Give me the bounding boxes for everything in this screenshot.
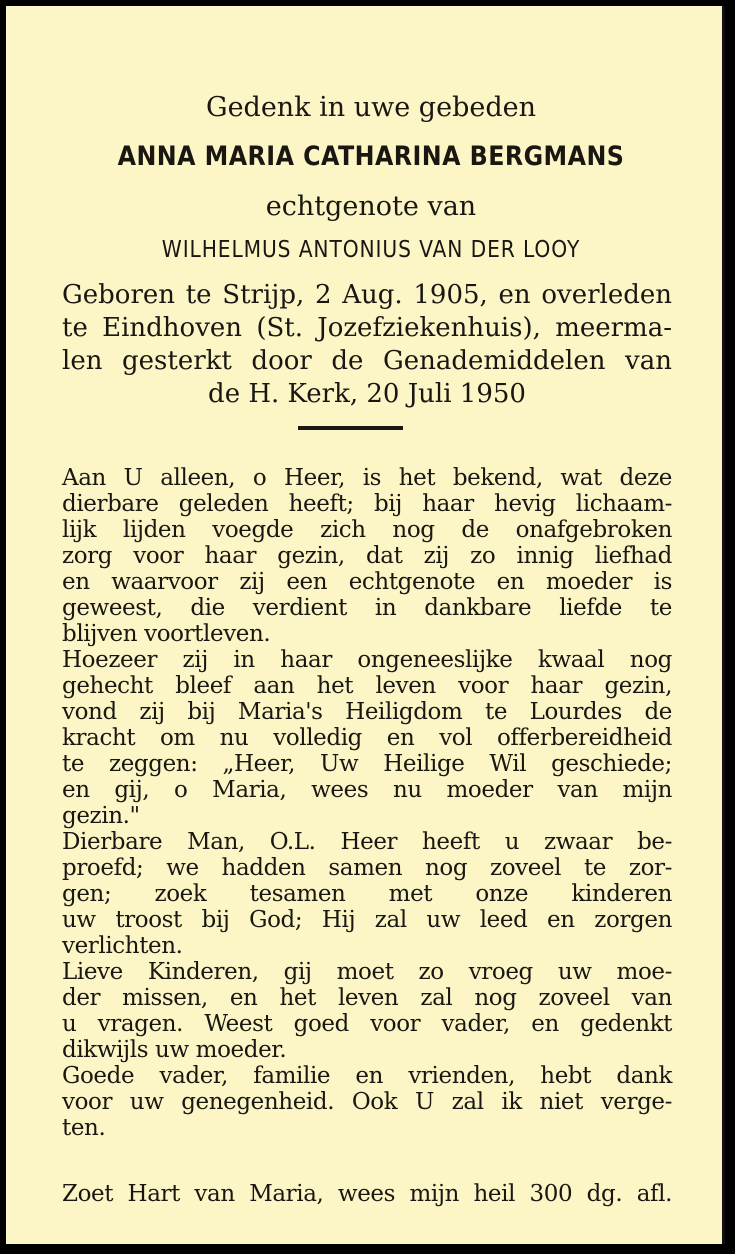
text-line: uw troost bij God; Hij zal uw leed en zorgen bbox=[62, 907, 672, 933]
text-line: der missen, en het leven zal nog zoveel van bbox=[62, 985, 672, 1011]
text-line: Lieve Kinderen, gij moet zo vroeg uw moe- bbox=[62, 959, 672, 985]
text-line: Aan U alleen, o Heer, is het bekend, wat deze bbox=[62, 465, 672, 491]
text-line: gezin." bbox=[62, 803, 140, 829]
text-line: zorg voor haar gezin, dat zij zo innig liefhad bbox=[62, 543, 672, 569]
birth-death-line: Geboren te Strijp, 2 Aug. 1905, en overleden bbox=[62, 280, 672, 310]
birth-death-block bbox=[62, 279, 672, 411]
text-line: dierbare geleden heeft; bij haar hevig lichaam- bbox=[62, 491, 672, 517]
text-line: Hoezeer zij in haar ongeneeslijke kwaal nog bbox=[62, 647, 672, 673]
birth-death-line: te Eindhoven (St. Jozefziekenhuis), meerma- bbox=[62, 313, 672, 343]
text-line: proefd; we hadden samen nog zoveel te zor- bbox=[62, 855, 672, 881]
paragraph bbox=[62, 829, 672, 959]
text-line: kracht om nu volledig en vol offerbereidheid bbox=[62, 725, 672, 751]
text-line: gehecht bleef aan het leven voor haar gezin, bbox=[62, 673, 672, 699]
text-line: te zeggen: „Heer, Uw Heilige Wil geschiede; bbox=[62, 751, 672, 777]
text-line: blijven voortleven. bbox=[62, 621, 271, 647]
birth-death-line: len gesterkt door de Genademiddelen van bbox=[62, 346, 672, 376]
divider-rule bbox=[298, 426, 403, 430]
text-line: ten. bbox=[62, 1115, 106, 1141]
paragraph bbox=[62, 647, 672, 829]
text-line: vond zij bij Maria's Heiligdom te Lourdes de bbox=[62, 699, 672, 725]
closing-prayer: Zoet Hart van Maria, wees mijn heil 300 dg. afl. bbox=[62, 1181, 672, 1207]
memorial-card bbox=[6, 6, 725, 1244]
text-line: Goede vader, familie en vrienden, hebt dank bbox=[62, 1063, 672, 1089]
paragraph bbox=[62, 465, 672, 647]
intro-line: Gedenk in uwe gebeden bbox=[206, 92, 536, 123]
text-line: voor uw genegenheid. Ook U zal ik niet verge- bbox=[62, 1089, 672, 1115]
text-line: en waarvoor zij een echtgenote en moeder is bbox=[62, 569, 672, 595]
spouse-label: echtgenote van bbox=[265, 191, 477, 222]
birth-death-line: de H. Kerk, 20 Juli 1950 bbox=[208, 379, 526, 409]
text-line: Dierbare Man, O.L. Heer heeft u zwaar be- bbox=[62, 829, 672, 855]
text-line: gen; zoek tesamen met onze kinderen bbox=[62, 881, 672, 907]
memorial-text bbox=[62, 465, 672, 1141]
paragraph bbox=[62, 1063, 672, 1141]
deceased-name: ANNA MARIA CATHARINA BERGMANS bbox=[117, 141, 625, 172]
spouse-name: WILHELMUS ANTONIUS VAN DER LOOY bbox=[161, 237, 581, 263]
text-line: geweest, die verdient in dankbare liefde te bbox=[62, 595, 672, 621]
text-line: lijk lijden voegde zich nog de onafgebroken bbox=[62, 517, 672, 543]
text-line: dikwijls uw moeder. bbox=[62, 1037, 287, 1063]
text-line: en gij, o Maria, wees nu moeder van mijn bbox=[62, 777, 672, 803]
text-line: u vragen. Weest goed voor vader, en gedenkt bbox=[62, 1011, 672, 1037]
text-line: verlichten. bbox=[62, 933, 183, 959]
paragraph bbox=[62, 959, 672, 1063]
